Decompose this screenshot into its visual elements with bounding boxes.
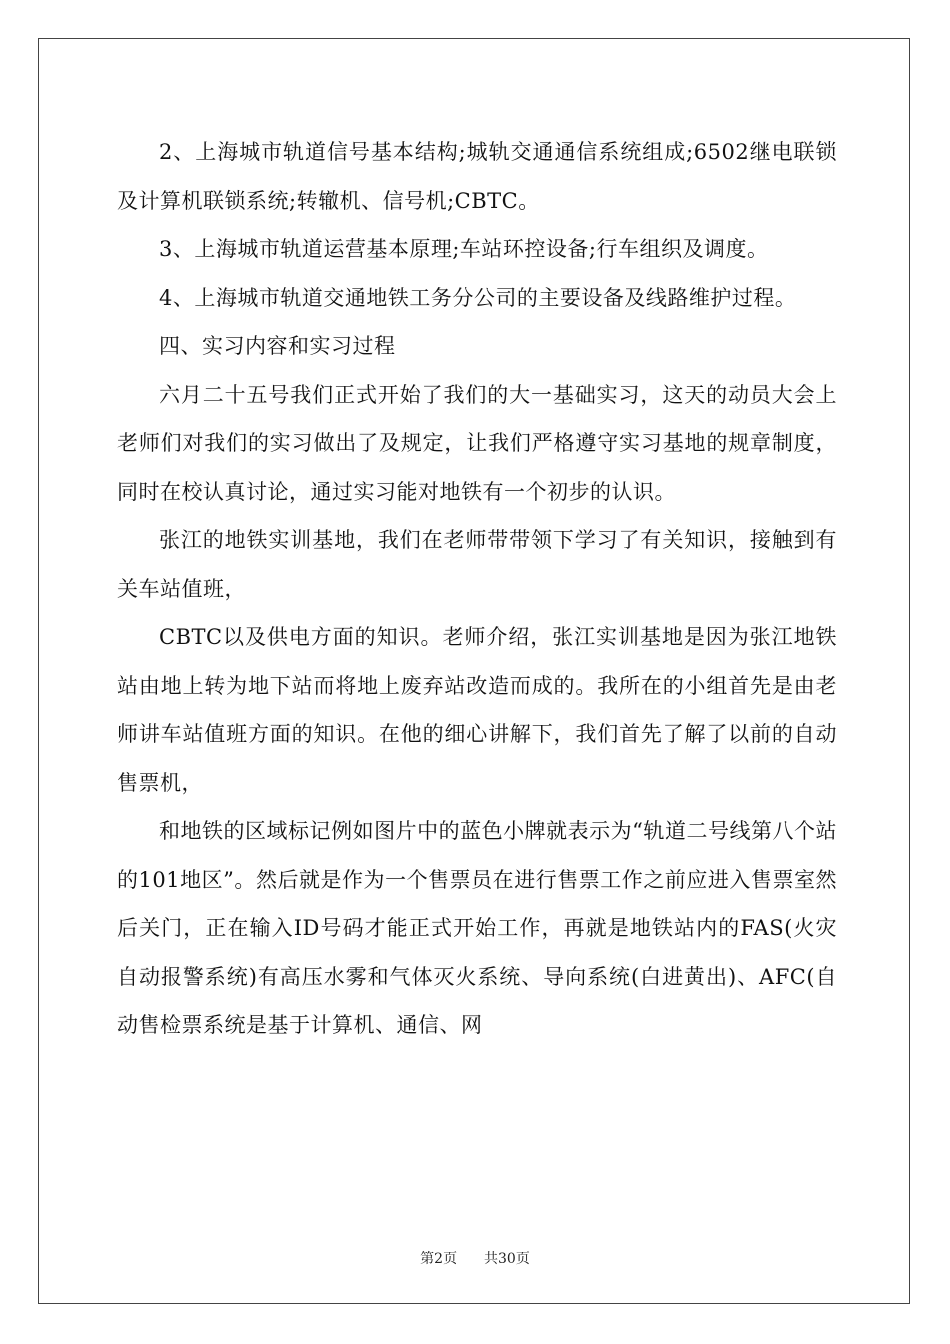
paragraph: CBTC以及供电方面的知识。老师介绍，张江实训基地是因为张江地铁站由地上转为地下站而将地上废弃站改造而成的。我所在的小组首先是由老师讲车站值班方面的知识。在他的细心讲解下，我们首先了解了以前的自动售票机，	[117, 625, 837, 795]
document-body	[117, 128, 837, 1050]
section-heading: 四、实习内容和实习过程	[159, 334, 396, 358]
paragraph: 张江的地铁实训基地，我们在老师带带领下学习了有关知识，接触到有关车站值班，	[117, 528, 837, 601]
paragraph: 4、上海城市轨道交通地铁工务分公司的主要设备及线路维护过程。	[159, 285, 797, 310]
paragraph: 3、上海城市轨道运营基本原理;车站环控设备;行车组织及调度。	[159, 237, 769, 261]
page-footer	[0, 1248, 950, 1268]
paragraph: 2、上海城市轨道信号基本结构;城轨交通通信系统组成;6502继电联锁及计算机联锁系统;转辙机、信号机;CBTC。	[117, 140, 837, 213]
paragraph: 和地铁的区域标记例如图片中的蓝色小牌就表示为“轨道二号线第八个站的101地区”。然后就是作为一个售票员在进行售票工作之前应进入售票室然后关门，正在输入ID号码才能正式开始工作，再就是地铁站内的FAS(火灾自动报警系统)有高压水雾和气体灭火系统、导向系统(白进黄出)、AFC(自动售检票系统是基于计算机、通信、网	[117, 819, 837, 1037]
total-pages: 共30页	[484, 1251, 530, 1267]
paragraph: 六月二十五号我们正式开始了我们的大一基础实习，这天的动员大会上老师们对我们的实习做出了及规定，让我们严格遵守实习基地的规章制度，同时在校认真讨论，通过实习能对地铁有一个初步的认识。	[117, 382, 837, 504]
page-number: 第2页	[420, 1251, 458, 1267]
